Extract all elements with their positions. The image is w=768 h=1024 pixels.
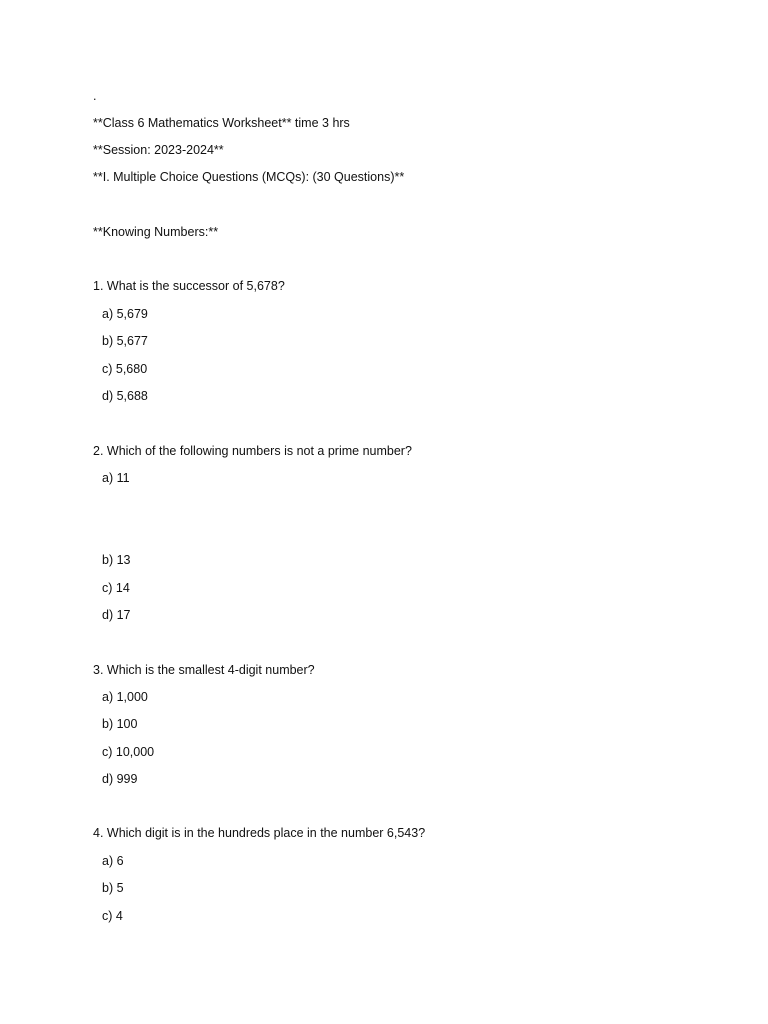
question-1-option-a: a) 5,679 <box>102 307 148 321</box>
question-1-option-b: b) 5,677 <box>102 334 148 348</box>
topic-heading: **Knowing Numbers:** <box>93 225 219 239</box>
question-2-option-c: c) 14 <box>102 581 130 595</box>
question-3: 3. Which is the smallest 4-digit number? <box>93 663 315 677</box>
leading-dot: . <box>93 89 97 103</box>
section-heading: **I. Multiple Choice Questions (MCQs): (30 Questions)** <box>93 170 405 184</box>
question-1-option-d: d) 5,688 <box>102 389 148 403</box>
question-2-option-b: b) 13 <box>102 553 131 567</box>
question-4: 4. Which digit is in the hundreds place in the number 6,543? <box>93 826 426 840</box>
question-3-option-b: b) 100 <box>102 717 138 731</box>
question-4-option-b: b) 5 <box>102 881 124 895</box>
worksheet-title: **Class 6 Mathematics Worksheet** time 3 hrs <box>93 116 350 130</box>
question-3-option-c: c) 10,000 <box>102 745 155 759</box>
question-2-option-d: d) 17 <box>102 608 131 622</box>
question-1: 1. What is the successor of 5,678? <box>93 279 285 293</box>
question-4-option-c: c) 4 <box>102 909 123 923</box>
question-3-option-a: a) 1,000 <box>102 690 148 704</box>
question-2-option-a: a) 11 <box>102 471 130 485</box>
question-3-option-d: d) 999 <box>102 772 138 786</box>
question-1-option-c: c) 5,680 <box>102 362 148 376</box>
question-2: 2. Which of the following numbers is not a prime number? <box>93 444 412 458</box>
session-line: **Session: 2023-2024** <box>93 143 224 157</box>
question-4-option-a: a) 6 <box>102 854 124 868</box>
